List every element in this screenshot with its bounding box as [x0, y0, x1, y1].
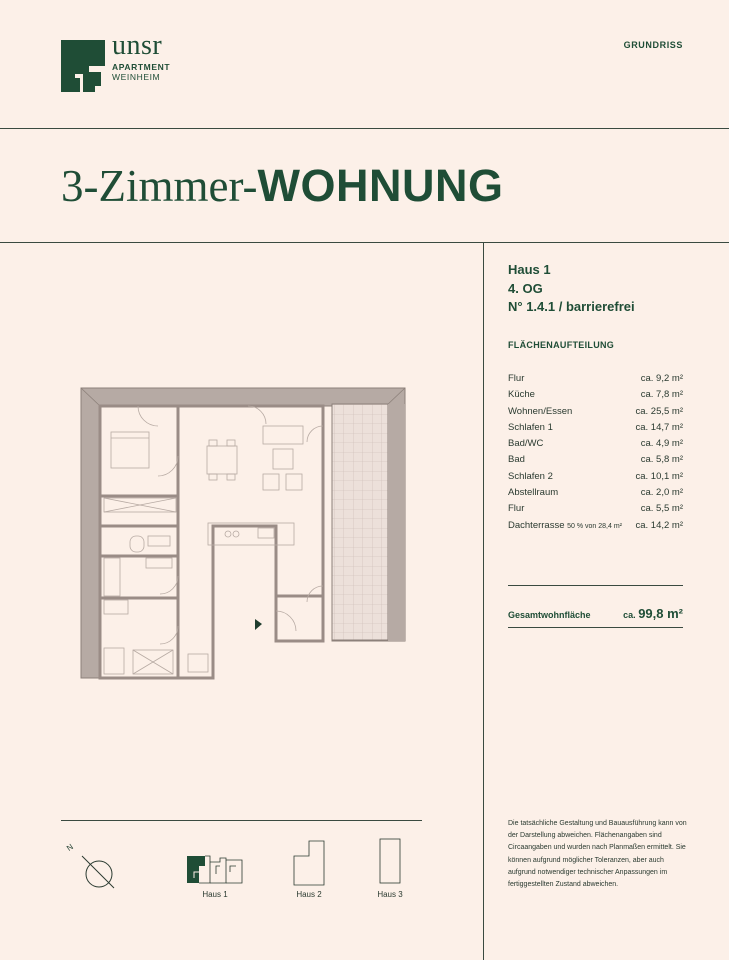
- area-value: ca. 10,1 m²: [635, 470, 683, 482]
- area-row: [508, 454, 683, 470]
- title-part-1: 3-Zimmer-: [61, 161, 258, 211]
- area-value: ca. 4,9 m²: [640, 438, 683, 450]
- area-name: Wohnen/Essen: [508, 405, 573, 417]
- total-prefix: ca.: [623, 610, 636, 620]
- area-heading: FLÄCHENAUFTEILUNG: [508, 340, 615, 350]
- unit-label: N° 1.4.1 / barrierefrei: [508, 299, 635, 314]
- total-divider-bottom: [508, 627, 683, 628]
- brand-line-2: WEINHEIM: [112, 72, 161, 82]
- area-row: [508, 389, 683, 405]
- house-3-icon: [379, 838, 401, 884]
- area-name: Flur: [508, 503, 525, 515]
- document-type: GRUNDRISS: [623, 40, 683, 50]
- area-row: [508, 373, 683, 389]
- area-row: [508, 471, 683, 487]
- area-value: ca. 5,8 m²: [640, 454, 683, 466]
- page-title: [61, 160, 504, 212]
- compass-icon: [66, 840, 118, 892]
- area-name: Dachterrasse: [508, 519, 565, 531]
- brand-logo-icon: [61, 40, 105, 92]
- area-row: [508, 503, 683, 519]
- area-row: [508, 406, 683, 422]
- floor-plan: [78, 386, 408, 680]
- title-divider: [0, 242, 729, 243]
- area-name: Bad/WC: [508, 438, 544, 450]
- area-value: ca. 14,2 m²: [635, 519, 683, 531]
- area-row: [508, 422, 683, 438]
- title-part-2: WOHNUNG: [257, 160, 504, 211]
- house-1-icon: [186, 852, 244, 884]
- area-value: ca. 25,5 m²: [635, 405, 683, 417]
- area-value: ca. 9,2 m²: [640, 373, 683, 384]
- compass-north-label: N: [64, 842, 75, 853]
- house-2-label: Haus 2: [296, 890, 322, 899]
- column-divider: [483, 243, 484, 960]
- total-label: Gesamtwohnfläche: [508, 610, 591, 620]
- area-value: ca. 7,8 m²: [640, 389, 683, 401]
- area-name: Küche: [508, 389, 535, 401]
- area-row: [508, 438, 683, 454]
- house-2-icon: [293, 840, 325, 886]
- area-name: Schlafen 2: [508, 470, 553, 482]
- area-value: ca. 5,5 m²: [640, 503, 683, 515]
- area-name: Schlafen 1: [508, 421, 553, 433]
- area-value: ca. 14,7 m²: [635, 421, 683, 433]
- total-row: [508, 606, 683, 621]
- footer-divider: [61, 820, 422, 821]
- header-divider: [0, 128, 729, 129]
- area-row: [508, 520, 683, 536]
- area-name: Abstellraum: [508, 487, 559, 499]
- total-value: 99,8 m²: [638, 606, 683, 621]
- area-list: [508, 373, 683, 536]
- floor-label: 4. OG: [508, 281, 543, 296]
- area-name: Bad: [508, 454, 525, 466]
- total-divider-top: [508, 585, 683, 586]
- house-label: Haus 1: [508, 262, 551, 277]
- area-row: [508, 487, 683, 503]
- brand-line-1: APARTMENT: [112, 62, 171, 72]
- area-note: 50 % von 28,4 m²: [567, 522, 623, 530]
- house-1-label: Haus 1: [202, 890, 228, 899]
- area-name: Flur: [508, 373, 525, 384]
- house-3-label: Haus 3: [377, 890, 403, 899]
- area-value: ca. 2,0 m²: [640, 487, 683, 499]
- brand-name: unsr: [112, 30, 163, 61]
- disclaimer-text: Die tatsächliche Gestaltung und Bauausführung kann von der Darstellung abweichen. Flächenangaben sind Circaangaben und wurden nach Planmaßen ermittelt. Sie können aufgrund möglicher Toleranzen, aber auch aufgrund notwendiger technischer Anpassungen im fertiggestellten Zustand abweichen.: [508, 820, 687, 889]
